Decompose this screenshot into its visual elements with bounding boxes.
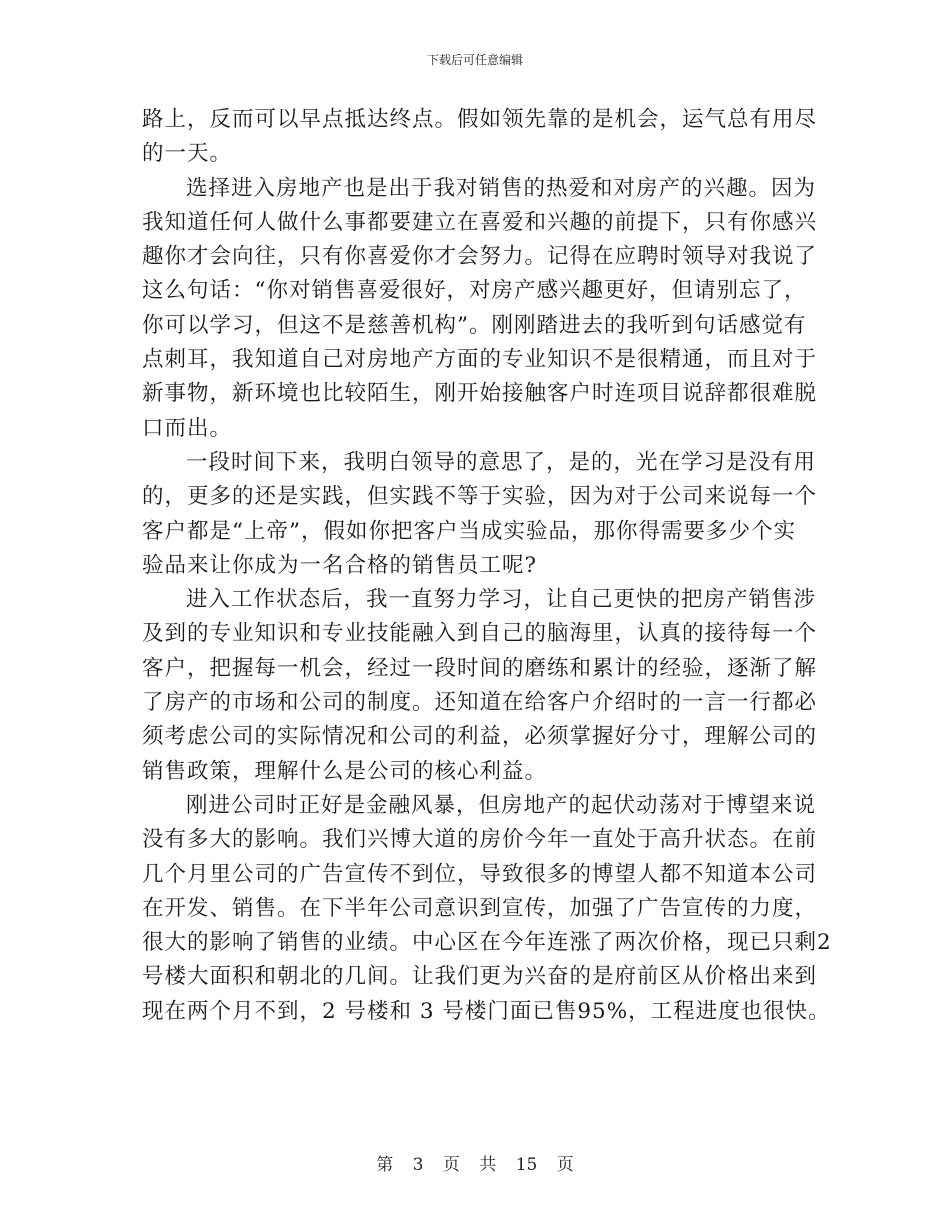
text-line: 刚进公司时正好是金融风暴，但房地产的起伏动荡对于博望来说 (186, 792, 817, 818)
text-line: 进入工作状态后，我一直努力学习，让自己更快的把房产销售涉 (186, 587, 817, 613)
text-line: 在开发、销售。在下半年公司意识到宣传，加强了广告宣传的力度， (142, 895, 818, 921)
total-page-count: 15 (515, 1155, 538, 1175)
text-line: 验品来让你成为一名合格的销售员工呢? (142, 552, 538, 578)
text-line: 我知道任何人做什么事都要建立在喜爱和兴趣的前提下，只有你感兴 (142, 209, 818, 235)
text-line: 你可以学习，但这不是慈善机构”。刚刚踏进去的我听到句话感觉有 (142, 312, 807, 338)
text-line: 没有多大的影响。我们兴博大道的房价今年一直处于高升状态。在前 (142, 827, 818, 853)
paragraph-1 (142, 103, 818, 172)
text-line: 客户都是“上帝”，假如你把客户当成实验品，那你得需要多少个实 (142, 518, 796, 544)
header-note: 下载后可任意编辑 (426, 53, 523, 67)
current-page-number: 3 (412, 1155, 424, 1175)
text-line: 一段时间下来，我明白领导的意思了，是的，光在学习是没有用 (186, 449, 817, 475)
text-line: 很大的影响了销售的业绩。中心区在今年连涨了两次价格，现已只剩2 (142, 930, 832, 956)
paragraph-3 (142, 446, 818, 583)
body-text (142, 103, 832, 1029)
text-line: 号楼大面积和朝北的几间。让我们更为兴奋的是府前区从价格出来到 (142, 964, 818, 990)
text-line: 的一天。 (142, 141, 233, 167)
text-line: 须考虑公司的实际情况和公司的利益，必须掌握好分寸，理解公司的 (142, 724, 818, 750)
text-line: 路上，反而可以早点抵达终点。假如领先靠的是机会，运气总有用尽 (142, 107, 818, 132)
page-number-footer (0, 1154, 950, 1176)
text-line: 趣你才会向往，只有你喜爱你才会努力。记得在应聘时领导对我说了 (142, 244, 818, 270)
paragraph-5 (142, 789, 832, 1029)
paragraph-4 (142, 583, 818, 789)
text-line: 的，更多的还是实践，但实践不等于实验，因为对于公司来说每一个 (142, 484, 818, 510)
text-line: 点刺耳，我知道自己对房地产方面的专业知识不是很精通，而且对于 (142, 347, 818, 373)
footer-gong: 共 (479, 1155, 497, 1175)
text-line: 新事物，新环境也比较陌生，刚开始接触客户时连项目说辞都很难脱 (142, 381, 818, 407)
text-line: 口而出。 (142, 415, 233, 441)
text-line: 及到的专业知识和专业技能融入到自己的脑海里，认真的接待每一个 (142, 621, 818, 647)
text-line: 现在两个月不到，2 号楼和 3 号楼门面已售95%，工程进度也很快。 (142, 998, 831, 1024)
text-line: 销售政策，理解什么是公司的核心利益。 (142, 758, 548, 784)
text-line: 了房产的市场和公司的制度。还知道在给客户介绍时的一言一行都必 (142, 690, 818, 716)
text-line: 客户，把握每一机会，经过一段时间的磨练和累计的经验，逐渐了解 (142, 655, 818, 681)
text-line: 几个月里公司的广告宣传不到位，导致很多的博望人都不知道本公司 (142, 861, 818, 887)
footer-di: 第 (376, 1155, 394, 1175)
footer-ye: 页 (442, 1155, 460, 1175)
text-line: 这么句话：“你对销售喜爱很好，对房产感兴趣更好，但请别忘了， (142, 278, 807, 304)
footer-ye: 页 (556, 1155, 574, 1175)
paragraph-2 (142, 172, 818, 446)
text-line: 选择进入房地产也是出于我对销售的热爱和对房产的兴趣。因为 (186, 175, 817, 201)
